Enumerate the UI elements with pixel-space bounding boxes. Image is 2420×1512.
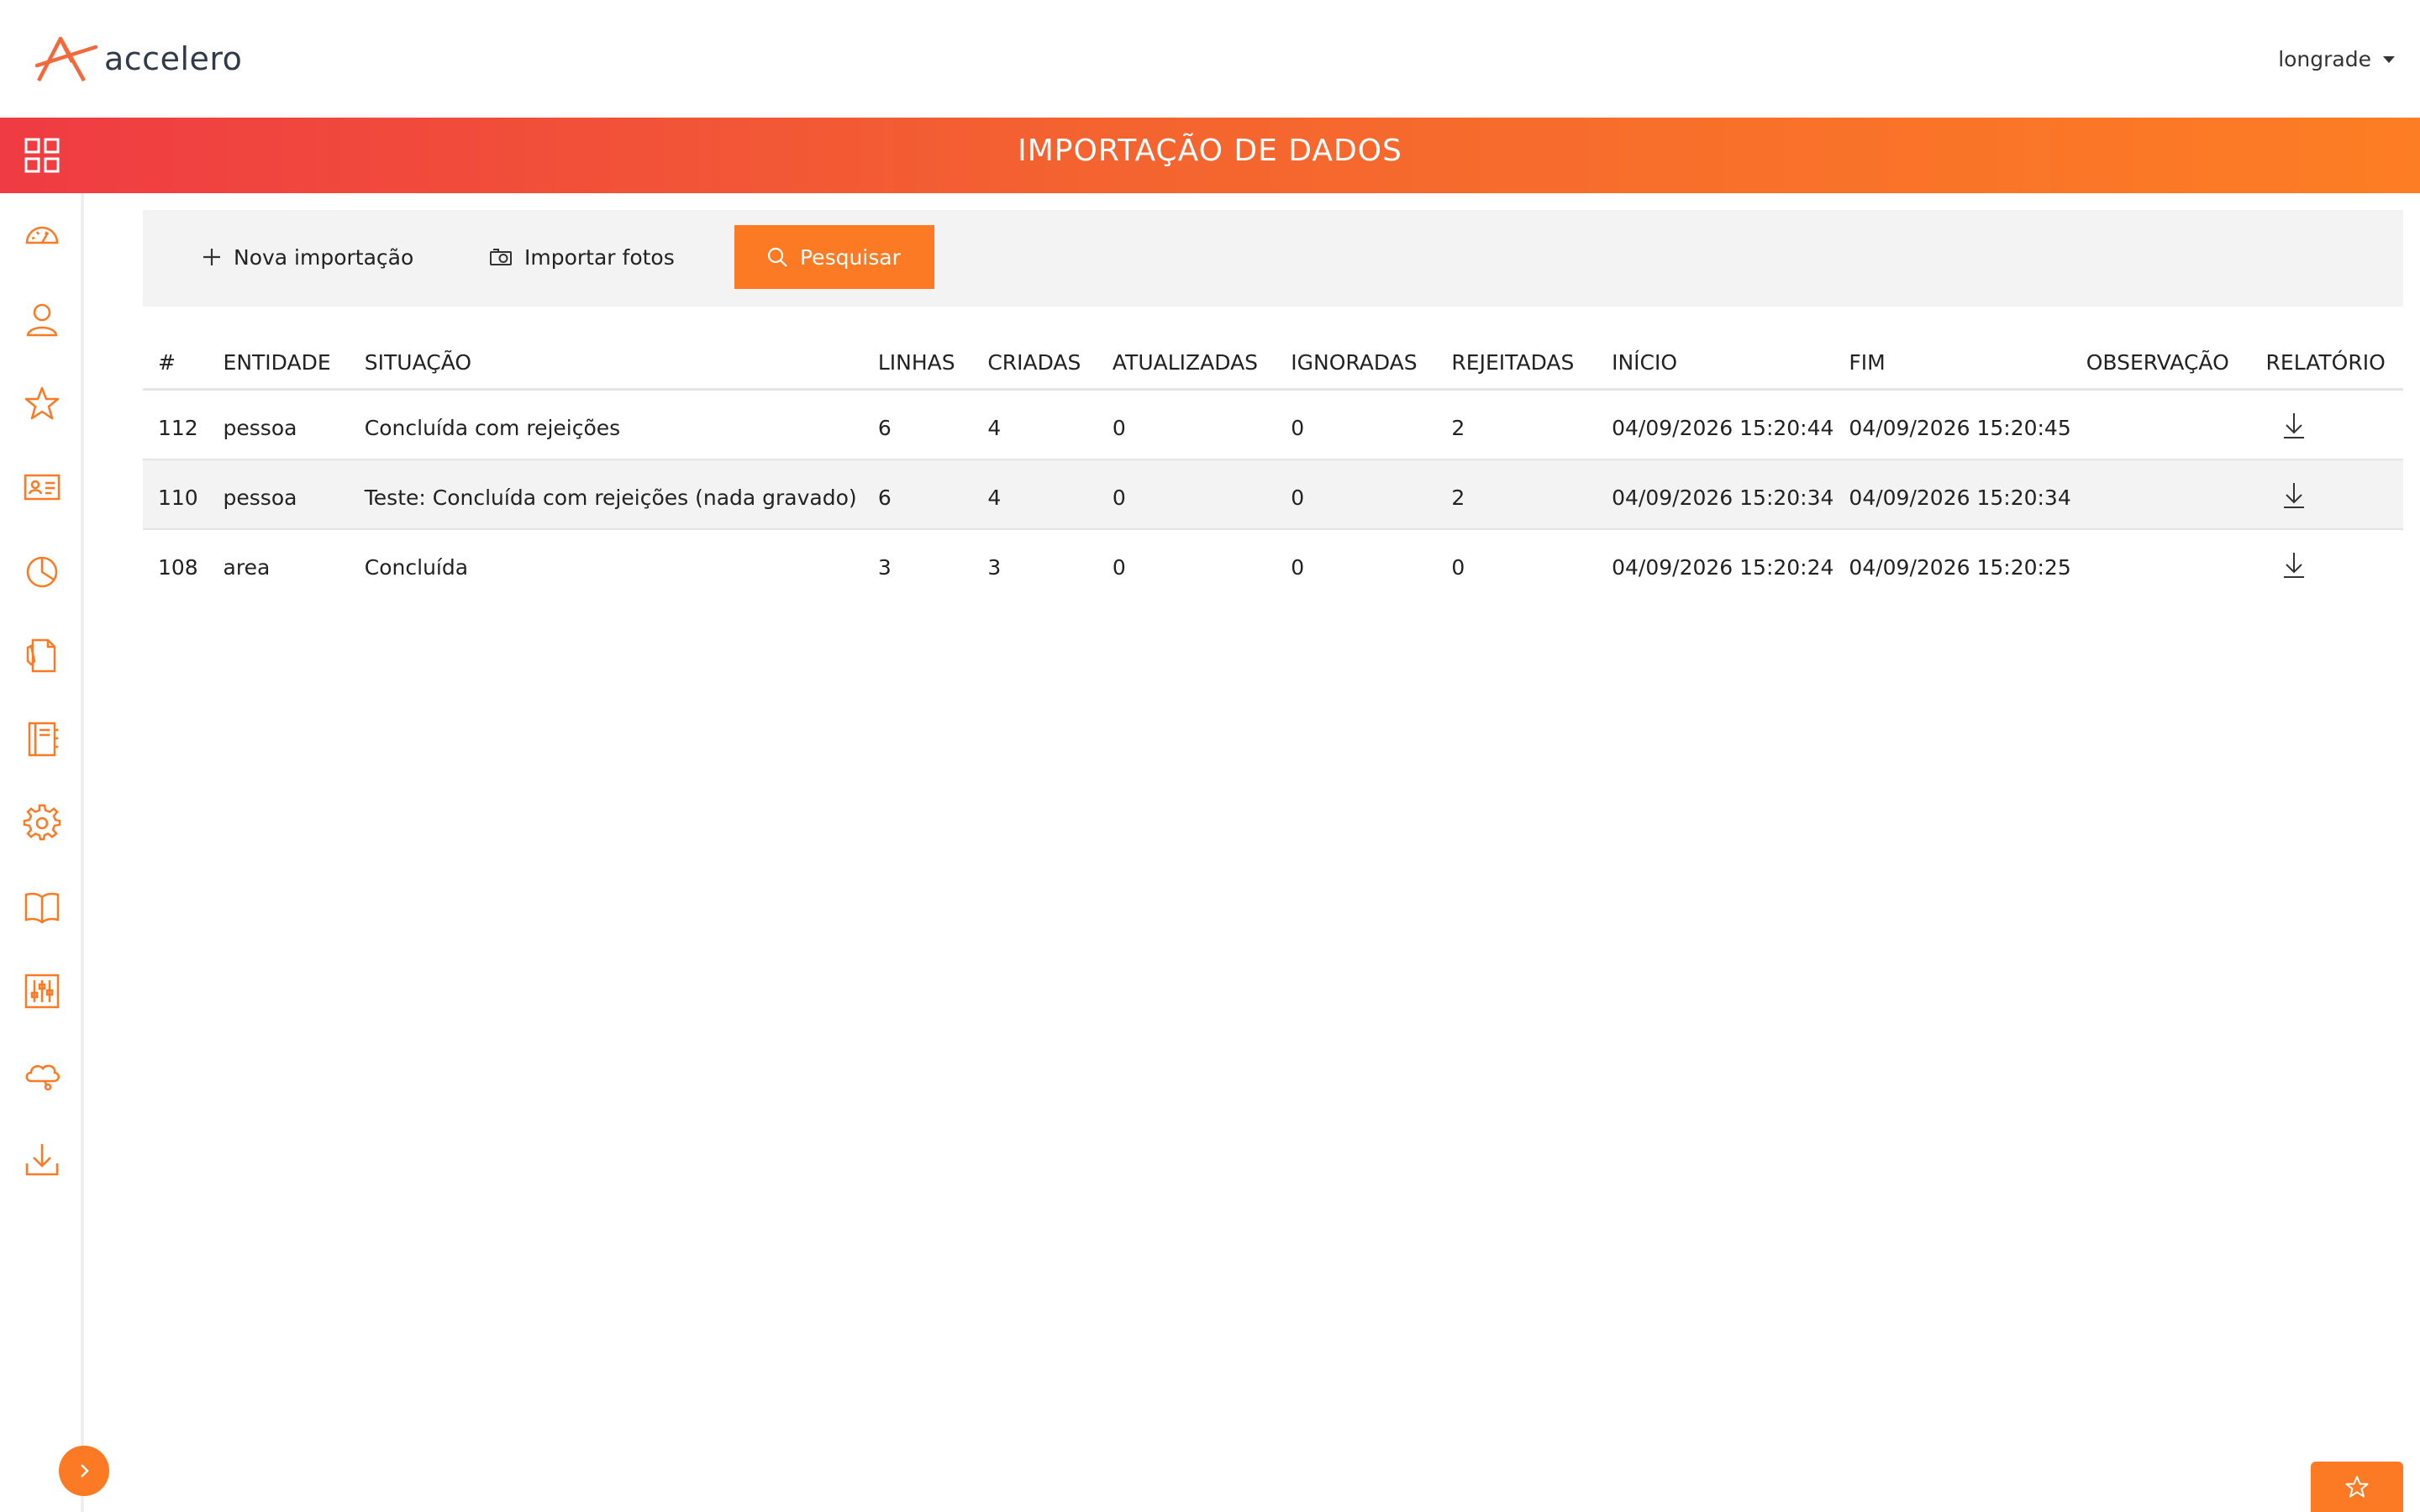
document-edit-icon <box>23 636 61 675</box>
new-import-button[interactable] <box>176 225 439 289</box>
column-header[interactable]: LINHAS <box>863 336 972 390</box>
cell-entity: pessoa <box>208 390 350 459</box>
cell-rejected: 0 <box>1451 554 1465 580</box>
cloud-icon <box>23 1056 61 1095</box>
cell-end: 04/09/2026 15:20:34 <box>1833 459 2070 529</box>
cell-updated: 0 <box>1112 554 1126 580</box>
column-header[interactable]: RELATÓRIO <box>2251 336 2403 390</box>
page-header <box>0 118 2420 193</box>
cell-created: 4 <box>972 390 1097 459</box>
imports-table <box>143 336 2403 599</box>
star-icon <box>2344 1474 2370 1499</box>
cell-updated: 0 <box>1097 459 1276 529</box>
sliders-icon <box>23 972 61 1011</box>
cell-status: Concluída <box>364 554 469 580</box>
column-header[interactable]: SITUAÇÃO <box>350 336 863 390</box>
top-bar <box>0 0 2420 118</box>
column-header[interactable]: ENTIDADE <box>208 336 350 390</box>
column-header[interactable]: CRIADAS <box>972 336 1097 390</box>
gear-icon <box>23 804 61 843</box>
cell-report <box>2251 390 2403 459</box>
app-logo[interactable] <box>35 32 242 86</box>
chevron-right-icon <box>76 1461 92 1481</box>
sidebar-item-notebook[interactable] <box>20 717 64 761</box>
import-photos-button[interactable] <box>464 225 700 289</box>
download-icon <box>2281 480 2307 509</box>
table-header-row <box>143 336 2403 390</box>
sidebar-item-adjustments[interactable] <box>20 969 64 1013</box>
cell-rejected: 2 <box>1436 459 1597 529</box>
cell-note <box>2071 459 2251 529</box>
cell-report <box>2251 529 2403 599</box>
cell-start: 04/09/2026 15:20:44 <box>1597 390 1833 459</box>
import-photos-label: Importar fotos <box>524 244 675 270</box>
cell-rejected: 2 <box>1436 390 1597 459</box>
column-header[interactable]: IGNORADAS <box>1276 336 1436 390</box>
table-row[interactable] <box>143 459 2403 529</box>
cell-start: 04/09/2026 15:20:24 <box>1612 554 1834 580</box>
notebook-icon <box>23 720 61 759</box>
accelero-logo-icon <box>35 32 103 86</box>
cell-id: 112 <box>143 390 208 459</box>
sidebar-item-reports[interactable] <box>20 549 64 593</box>
cell-lines: 6 <box>863 390 972 459</box>
action-toolbar <box>143 210 2403 307</box>
cell-note <box>2071 390 2251 459</box>
sidebar-item-download[interactable] <box>20 1137 64 1181</box>
column-header[interactable]: OBSERVAÇÃO <box>2071 336 2251 390</box>
star-icon <box>23 384 61 423</box>
download-icon <box>2281 411 2307 439</box>
sidebar-item-settings[interactable] <box>20 801 64 845</box>
cell-entity: pessoa <box>208 459 350 529</box>
download-icon <box>23 1140 61 1179</box>
sidebar-item-cloud[interactable] <box>20 1053 64 1097</box>
column-header[interactable]: REJEITADAS <box>1436 336 1597 390</box>
cell-created: 4 <box>972 459 1097 529</box>
table-row[interactable] <box>143 529 2403 599</box>
cell-lines: 6 <box>863 459 972 529</box>
cell-updated: 0 <box>1097 390 1276 459</box>
cell-start: 04/09/2026 15:20:34 <box>1597 459 1833 529</box>
cell-status: Concluída com rejeições <box>350 390 863 459</box>
cell-lines: 3 <box>877 554 892 580</box>
report-download-button[interactable] <box>2281 480 2307 514</box>
cell-ignored: 0 <box>1291 554 1305 580</box>
caret-down-icon <box>2383 56 2395 63</box>
cell-status: Teste: Concluída com rejeições (nada gravado) <box>350 459 863 529</box>
column-header[interactable]: FIM <box>1833 336 2070 390</box>
id-card-icon <box>23 468 61 507</box>
plus-icon <box>202 247 222 267</box>
pie-chart-icon <box>23 552 61 591</box>
apps-grid-button[interactable] <box>0 118 84 193</box>
sidebar-item-favorites[interactable] <box>20 381 64 425</box>
cell-entity: area <box>223 554 271 580</box>
cell-id: 110 <box>143 459 208 529</box>
sidebar-item-users[interactable] <box>20 297 64 341</box>
download-icon <box>2281 550 2307 579</box>
new-import-label: Nova importação <box>234 244 414 270</box>
search-button[interactable] <box>734 225 934 289</box>
report-download-button[interactable] <box>2281 411 2307 444</box>
user-name: longrade <box>2278 47 2371 71</box>
brand-name: accelero <box>104 40 243 77</box>
cell-id: 108 <box>158 554 198 580</box>
column-header[interactable]: ATUALIZADAS <box>1097 336 1276 390</box>
cell-report <box>2251 459 2403 529</box>
book-icon <box>23 888 61 927</box>
favorite-page-button[interactable] <box>2311 1462 2403 1512</box>
cell-created: 3 <box>987 554 1002 580</box>
sidebar-item-manual[interactable] <box>20 885 64 929</box>
cell-ignored: 0 <box>1276 390 1436 459</box>
search-label: Pesquisar <box>800 244 901 270</box>
sidebar <box>0 193 84 1512</box>
sidebar-item-id-cards[interactable] <box>20 465 64 509</box>
cell-note <box>2071 529 2251 599</box>
camera-icon <box>489 247 513 267</box>
page-title: IMPORTAÇÃO DE DADOS <box>1018 134 1402 168</box>
dashboard-gauge-icon <box>23 216 61 255</box>
column-header[interactable]: INÍCIO <box>1597 336 1833 390</box>
sidebar-item-dashboard[interactable] <box>20 213 64 257</box>
cell-end: 04/09/2026 15:20:25 <box>1849 554 2071 580</box>
table-row[interactable] <box>143 390 2403 459</box>
sidebar-item-documents[interactable] <box>20 633 64 677</box>
search-icon <box>766 246 788 268</box>
report-download-button[interactable] <box>2281 550 2307 584</box>
cell-ignored: 0 <box>1276 459 1436 529</box>
cell-end: 04/09/2026 15:20:45 <box>1833 390 2070 459</box>
user-icon <box>23 300 61 339</box>
user-menu[interactable] <box>2278 47 2395 71</box>
column-header[interactable]: # <box>143 336 208 390</box>
expand-sidebar-button[interactable] <box>59 1446 109 1496</box>
grid-icon <box>24 138 60 173</box>
